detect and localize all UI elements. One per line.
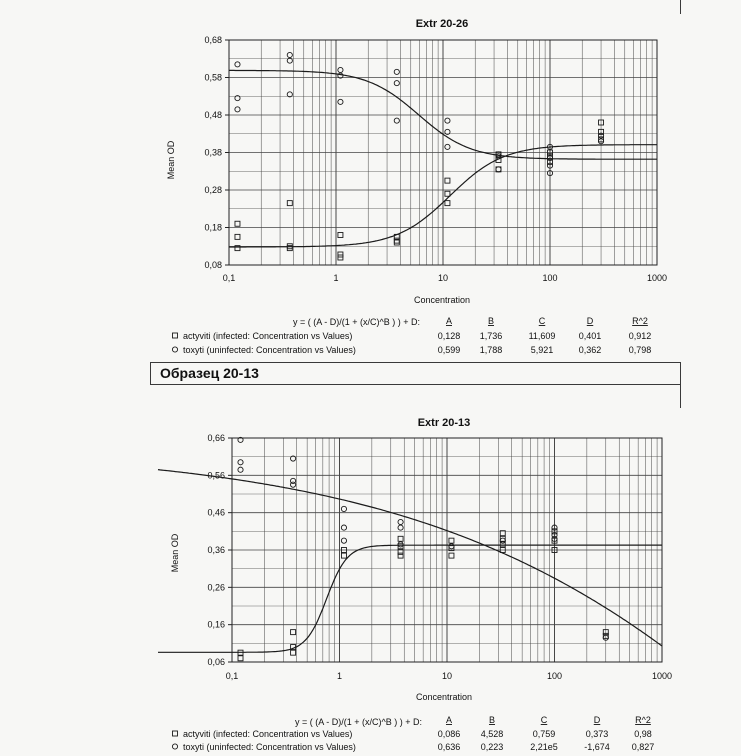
data-point-circle	[394, 81, 399, 86]
y-tick-label: 0,66	[207, 433, 225, 443]
param-header: R^2	[635, 715, 651, 725]
data-point-circle	[394, 69, 399, 74]
chart-title: Extr 20-13	[417, 417, 471, 429]
param-value: 0,373	[585, 729, 609, 739]
y-tick-label: 0,36	[207, 545, 225, 555]
param-value: 0,912	[628, 331, 652, 341]
grid	[232, 438, 662, 662]
data-point-circle	[449, 544, 454, 549]
data-point-square	[338, 252, 343, 257]
data-point-square	[445, 191, 450, 196]
data-point-square	[235, 234, 240, 239]
x-tick-label: 0,1	[225, 671, 239, 681]
y-axis-label: Mean OD	[170, 533, 180, 573]
legend-series-name: toxyti (uninfected: Concentration vs Values)	[183, 742, 356, 752]
param-value: -1,674	[584, 742, 610, 752]
data-point-square	[338, 233, 343, 238]
y-tick-label: 0,48	[204, 110, 222, 120]
param-value: 1,736	[479, 331, 503, 341]
param-header: D	[593, 715, 601, 725]
y-tick-label: 0,58	[204, 72, 222, 83]
param-header: C	[540, 715, 548, 725]
data-point-square	[291, 650, 296, 655]
y-tick-label: 0,18	[204, 222, 222, 233]
legend-marker-circle	[172, 744, 177, 749]
data-point-square	[445, 201, 450, 206]
param-header: D	[586, 316, 594, 326]
param-header: A	[445, 316, 453, 326]
param-header: C	[538, 316, 546, 326]
data-point-square	[445, 178, 450, 183]
param-value: 2,21e5	[530, 742, 558, 752]
data-point-square	[238, 656, 243, 661]
param-value: 0,362	[578, 345, 602, 355]
equation-text: y = ( (A - D)/(1 + (x/C)^B ) ) + D:	[293, 317, 420, 327]
param-value: 0,759	[532, 729, 556, 739]
grid	[229, 40, 657, 265]
x-tick-label: 10	[437, 273, 449, 283]
x-axis-label: Concentration	[415, 692, 473, 702]
equation-text: y = ( (A - D)/(1 + (x/C)^B ) ) + D:	[295, 717, 422, 727]
data-point-square	[398, 536, 403, 541]
x-tick-label: 100	[546, 671, 563, 681]
legend-marker-square	[173, 333, 178, 338]
y-axis-label: Mean OD	[166, 140, 176, 180]
x-tick-label: 1000	[646, 273, 668, 283]
data-point-circle	[394, 118, 399, 123]
y-tick-label: 0,28	[204, 185, 222, 195]
legend-marker-circle	[172, 347, 177, 352]
param-value: 1,788	[479, 345, 503, 355]
data-point-circle	[338, 99, 343, 104]
param-value: 0,086	[437, 729, 461, 739]
legend-marker-square	[173, 731, 178, 736]
data-point-circle	[445, 118, 450, 123]
data-point-circle	[290, 482, 295, 487]
legend-series-name: toxyti (uninfected: Concentration vs Values)	[183, 345, 356, 355]
data-point-square	[394, 238, 399, 243]
param-value: 0,401	[578, 331, 602, 341]
data-point-square	[341, 553, 346, 558]
x-tick-label: 1	[336, 671, 343, 681]
param-value: 0,223	[480, 742, 504, 752]
y-tick-label: 0,26	[207, 582, 225, 593]
data-point-square	[394, 240, 399, 245]
param-value: 0,636	[437, 742, 461, 752]
y-tick-label: 0,56	[207, 470, 225, 481]
data-point-circle	[500, 538, 505, 543]
data-point-square	[235, 221, 240, 226]
param-header: R^2	[632, 316, 648, 326]
chart-title: Extr 20-26	[415, 18, 469, 30]
legend-series-name: actyviti (infected: Concentration vs Values)	[183, 729, 353, 739]
fit-curve-actyviti	[158, 545, 662, 652]
x-tick-label: 100	[542, 273, 558, 283]
data-point-square	[291, 630, 296, 635]
y-tick-label: 0,38	[204, 147, 222, 158]
param-value: 0,128	[437, 331, 461, 341]
param-value: 4,528	[480, 729, 504, 739]
param-value: 0,98	[634, 729, 652, 739]
param-value: 5,921	[530, 345, 554, 355]
param-value: 0,827	[631, 742, 655, 752]
param-value: 0,798	[628, 345, 652, 355]
data-point-square	[338, 255, 343, 260]
data-point-circle	[338, 67, 343, 72]
data-point-circle	[235, 107, 240, 112]
y-tick-label: 0,08	[204, 260, 222, 270]
x-tick-label: 1000	[651, 671, 673, 681]
x-tick-label: 1	[333, 273, 339, 283]
param-header: B	[487, 316, 495, 326]
param-header: A	[445, 715, 453, 725]
data-point-circle	[445, 144, 450, 149]
data-point-circle	[341, 506, 346, 511]
x-axis-label: Concentration	[413, 295, 471, 305]
data-point-circle	[341, 538, 346, 543]
chart-extr-20-13	[158, 417, 672, 752]
data-point-square	[287, 201, 292, 206]
param-header: B	[488, 715, 496, 725]
fit-curve-toxyti	[158, 470, 662, 646]
data-point-circle	[398, 542, 403, 547]
legend-series-name: actyviti (infected: Concentration vs Values)	[183, 331, 353, 341]
data-point-circle	[398, 525, 403, 530]
section-heading: Образец 20-13	[160, 365, 259, 381]
data-point-square	[449, 553, 454, 558]
y-tick-label: 0,68	[204, 35, 222, 45]
data-point-square	[398, 553, 403, 558]
x-tick-label: 10	[441, 671, 453, 681]
data-point-circle	[235, 62, 240, 67]
chart-extr-20-26	[166, 18, 667, 355]
data-point-circle	[341, 525, 346, 530]
param-value: 11,609	[528, 331, 556, 341]
data-point-circle	[238, 467, 243, 472]
data-point-circle	[287, 52, 292, 57]
y-tick-label: 0,16	[207, 619, 225, 630]
y-tick-label: 0,46	[207, 507, 225, 518]
y-tick-label: 0,06	[207, 657, 225, 667]
data-point-square	[449, 538, 454, 543]
x-tick-label: 0,1	[222, 273, 236, 283]
data-point-circle	[238, 460, 243, 465]
data-point-circle	[398, 519, 403, 524]
param-value: 0,599	[437, 345, 461, 355]
